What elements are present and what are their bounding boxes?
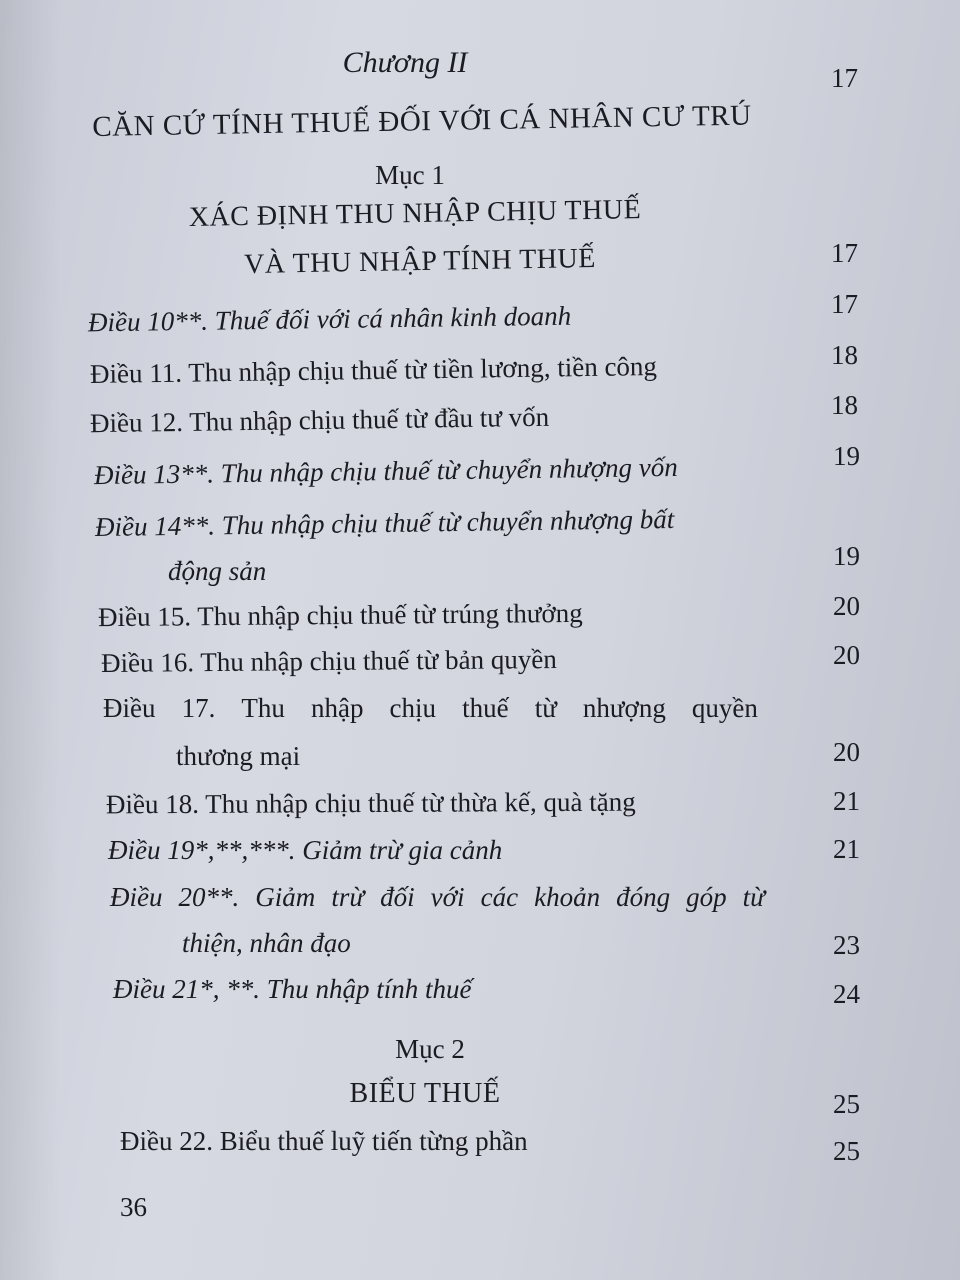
toc-page-dieu-11: 18 — [831, 340, 858, 370]
chapter-page: 17 — [831, 63, 858, 93]
toc-page-dieu-21: 24 — [833, 979, 860, 1009]
toc-word: đóng — [616, 882, 671, 912]
toc-word: trừ — [331, 882, 365, 912]
toc-word: khoản — [534, 882, 601, 912]
page-edge-shadow — [0, 0, 60, 1280]
toc-page-dieu-12: 18 — [831, 390, 858, 420]
toc-entry-dieu-14: Điều 14**. Thu nhập chịu thuế từ chuyển nhượng bất — [94, 503, 675, 543]
toc-word: từ — [742, 882, 765, 912]
toc-word: nhượng — [582, 693, 666, 723]
toc-entry-dieu-18: Điều 18. Thu nhập chịu thuế từ thừa kế, quà tặng — [105, 786, 636, 820]
toc-entry-dieu-11: Điều 11. Thu nhập chịu thuế từ tiền lương, tiền công — [89, 351, 658, 389]
toc-word: Điều — [103, 693, 156, 723]
section2-page: 25 — [833, 1089, 860, 1119]
toc-page-dieu-19: 21 — [833, 834, 860, 864]
footer-page-number: 36 — [120, 1192, 147, 1222]
section1-page: 17 — [831, 238, 858, 268]
toc-word: với — [430, 882, 465, 912]
toc-page-dieu-17: 20 — [833, 737, 860, 767]
toc-entry-dieu-17-continued: thương mại — [176, 741, 301, 771]
toc-word: quyền — [691, 693, 758, 723]
toc-entry-dieu-12: Điều 12. Thu nhập chịu thuế từ đầu tư vốn — [89, 401, 550, 439]
toc-page-dieu-15: 20 — [833, 591, 860, 621]
toc-page-dieu-22: 25 — [833, 1136, 860, 1166]
toc-page-dieu-20: 23 — [833, 930, 860, 960]
chapter-label: Chương II — [342, 46, 468, 79]
toc-entry-dieu-20 — [110, 882, 765, 912]
section1-title-line2: VÀ THU NHẬP TÍNH THUẾ — [243, 242, 597, 281]
toc-entry-dieu-16: Điều 16. Thu nhập chịu thuế từ bản quyền — [100, 644, 557, 678]
toc-word: từ — [534, 693, 557, 723]
toc-word: Giảm — [255, 882, 316, 912]
toc-page-dieu-10: 17 — [831, 289, 858, 319]
section2-label: Mục 2 — [395, 1034, 465, 1064]
toc-entry-dieu-21: Điều 21*, **. Thu nhập tính thuế — [113, 974, 472, 1004]
section1-title-line1: XÁC ĐỊNH THU NHẬP CHỊU THUẾ — [188, 194, 642, 233]
section2-title: BIỂU THUẾ — [349, 1078, 501, 1109]
toc-entry-dieu-17 — [103, 693, 758, 723]
toc-word: 17. — [181, 693, 216, 723]
toc-word: Thu — [241, 693, 285, 723]
toc-page-dieu-13: 19 — [833, 441, 860, 471]
toc-page-dieu-14: 19 — [833, 541, 860, 571]
toc-entry-dieu-15: Điều 15. Thu nhập chịu thuế từ trúng thưởng — [97, 597, 583, 633]
toc-word: các — [480, 882, 519, 912]
toc-word: thuế — [462, 693, 509, 723]
toc-entry-dieu-13: Điều 13**. Thu nhập chịu thuế từ chuyển nhượng vốn — [93, 451, 678, 491]
toc-page-dieu-18: 21 — [833, 786, 860, 816]
toc-word: đối — [380, 882, 415, 912]
toc-word: 20**. — [178, 882, 240, 912]
toc-entry-dieu-14-continued: động sản — [168, 556, 267, 586]
section1-label: Mục 1 — [375, 160, 445, 190]
toc-word: nhập — [310, 693, 364, 723]
toc-entry-dieu-20-continued: thiện, nhân đạo — [182, 928, 351, 958]
chapter-title: CĂN CỨ TÍNH THUẾ ĐỐI VỚI CÁ NHÂN CƯ TRÚ — [92, 99, 752, 143]
toc-entry-dieu-10: Điều 10**. Thuế đối với cá nhân kinh doanh — [87, 300, 572, 338]
toc-word: góp — [686, 882, 727, 912]
toc-page-dieu-16: 20 — [833, 640, 860, 670]
toc-entry-dieu-22: Điều 22. Biểu thuế luỹ tiến từng phần — [120, 1126, 528, 1156]
toc-entry-dieu-19: Điều 19*,**,***. Giảm trừ gia cảnh — [108, 835, 503, 865]
toc-word: Điều — [110, 882, 163, 912]
toc-word: chịu — [389, 693, 437, 723]
